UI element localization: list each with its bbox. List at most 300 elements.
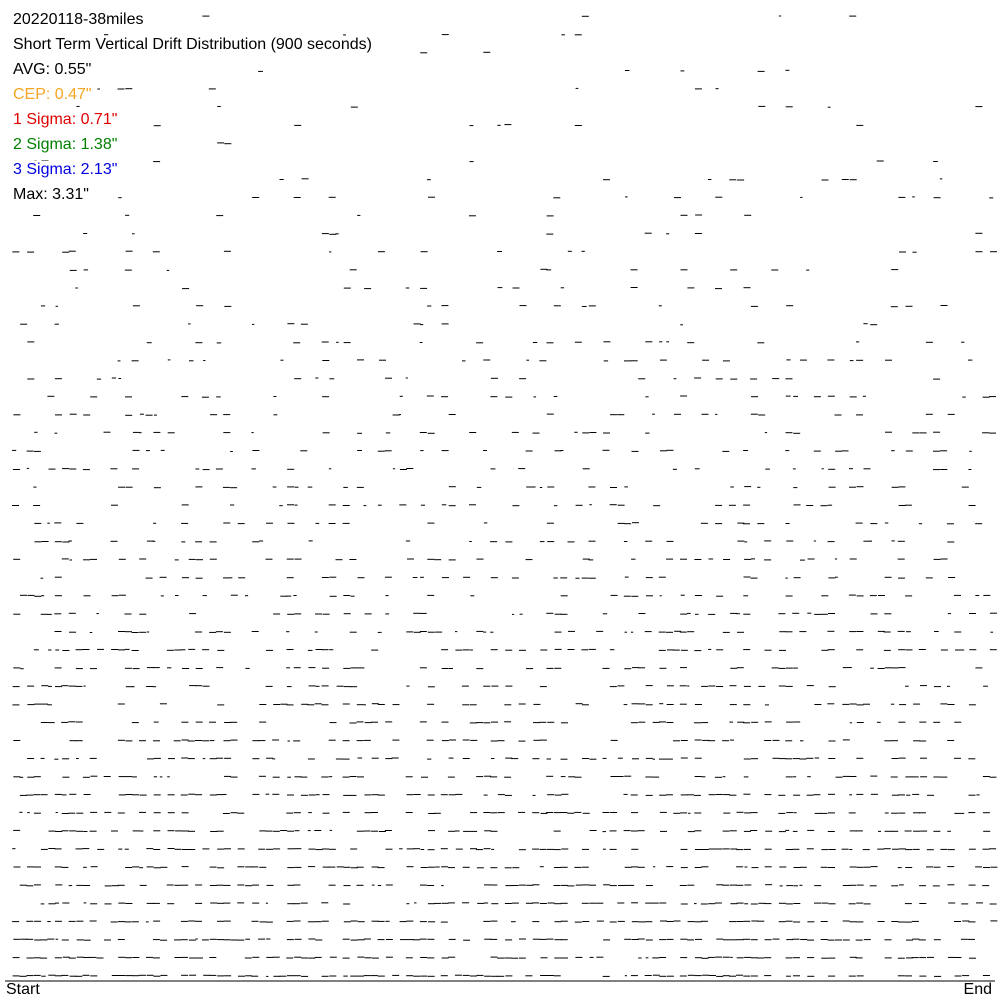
drift-point xyxy=(26,921,33,922)
drift-point xyxy=(905,922,912,923)
drift-point xyxy=(26,795,33,796)
drift-point xyxy=(624,939,631,940)
drift-point xyxy=(561,794,568,795)
drift-point xyxy=(280,596,287,597)
drift-point xyxy=(674,197,681,198)
drift-point xyxy=(757,342,764,343)
drift-point xyxy=(146,848,153,849)
drift-point xyxy=(308,667,315,668)
drift-point xyxy=(83,469,90,470)
drift-point xyxy=(540,866,544,867)
drift-point xyxy=(582,849,589,850)
drift-point xyxy=(778,613,785,614)
drift-point xyxy=(202,848,209,849)
chart-subtitle: Short Term Vertical Drift Distribution (900 seconds) xyxy=(13,36,372,53)
drift-point xyxy=(20,777,24,778)
drift-point xyxy=(364,704,366,705)
drift-point xyxy=(990,613,997,614)
drift-point xyxy=(751,758,758,759)
drift-point xyxy=(266,831,273,832)
drift-point xyxy=(350,849,357,850)
drift-point xyxy=(574,812,581,813)
drift-point xyxy=(414,902,416,903)
drift-point xyxy=(729,921,736,922)
drift-point xyxy=(926,577,933,578)
drift-point xyxy=(933,777,940,778)
drift-point xyxy=(55,794,62,795)
drift-point xyxy=(286,958,293,959)
drift-point xyxy=(365,613,372,614)
drift-point xyxy=(638,958,641,959)
drift-point xyxy=(912,432,919,433)
drift-point xyxy=(701,921,708,922)
drift-point xyxy=(961,939,968,940)
drift-point xyxy=(84,269,89,270)
drift-point xyxy=(231,940,238,941)
drift-point xyxy=(210,939,217,940)
drift-point xyxy=(287,903,294,904)
drift-point xyxy=(203,758,206,759)
drift-point xyxy=(757,523,764,524)
drift-point xyxy=(554,903,561,904)
drift-point xyxy=(807,830,814,831)
drift-point xyxy=(913,704,920,705)
drift-point xyxy=(948,849,955,850)
drift-point xyxy=(76,106,79,107)
drift-point xyxy=(926,414,933,415)
drift-point xyxy=(765,831,772,832)
drift-point xyxy=(989,197,993,198)
drift-point xyxy=(420,342,423,343)
drift-point xyxy=(849,667,852,668)
drift-point xyxy=(210,795,217,796)
drift-point xyxy=(794,504,801,505)
drift-point xyxy=(175,849,182,850)
drift-point xyxy=(48,975,55,976)
drift-point xyxy=(118,939,125,940)
drift-point xyxy=(667,450,674,451)
drift-point xyxy=(561,903,568,904)
drift-point xyxy=(947,884,954,885)
drift-point xyxy=(899,884,904,885)
drift-point xyxy=(744,215,751,216)
drift-point xyxy=(295,830,300,831)
drift-point xyxy=(125,776,132,777)
drift-point xyxy=(554,958,561,959)
drift-point xyxy=(962,487,969,488)
stat-max: Max: 3.31" xyxy=(13,186,89,203)
drift-point xyxy=(55,414,62,415)
drift-point xyxy=(504,721,511,722)
drift-point xyxy=(364,939,371,940)
drift-point xyxy=(695,975,702,976)
drift-point xyxy=(885,939,892,940)
drift-point xyxy=(891,740,898,741)
drift-point xyxy=(357,704,364,705)
drift-point xyxy=(476,722,483,723)
drift-point xyxy=(758,71,765,72)
drift-point xyxy=(69,921,76,922)
drift-point xyxy=(666,866,673,867)
drift-point xyxy=(139,614,146,615)
drift-point xyxy=(856,631,863,632)
drift-point xyxy=(990,920,997,921)
drift-point xyxy=(237,940,244,941)
drift-point xyxy=(856,830,863,831)
drift-point xyxy=(181,649,186,650)
drift-point xyxy=(111,541,118,542)
drift-point xyxy=(27,758,34,759)
drift-point xyxy=(660,831,667,832)
drift-point xyxy=(189,613,196,614)
drift-point xyxy=(48,686,52,687)
drift-point xyxy=(175,595,179,596)
drift-point xyxy=(441,305,448,306)
drift-point xyxy=(125,903,132,904)
drift-point xyxy=(223,813,230,814)
drift-point xyxy=(407,559,414,560)
drift-point xyxy=(90,903,97,904)
drift-point xyxy=(146,686,153,687)
drift-point xyxy=(526,903,533,904)
drift-point xyxy=(56,812,58,813)
drift-point xyxy=(554,305,561,306)
drift-point xyxy=(933,451,940,452)
drift-point xyxy=(737,903,744,904)
drift-point xyxy=(575,957,582,958)
drift-point xyxy=(448,957,455,958)
drift-point xyxy=(955,650,962,651)
drift-point xyxy=(392,975,399,976)
drift-point xyxy=(828,577,835,578)
drift-point xyxy=(12,921,19,922)
drift-point xyxy=(202,16,209,17)
drift-point xyxy=(62,650,69,651)
drift-point xyxy=(238,523,245,524)
drift-point xyxy=(280,704,287,705)
drift-point xyxy=(673,813,680,814)
stat-cep: CEP: 0.47" xyxy=(13,86,92,103)
drift-point xyxy=(385,830,392,831)
drift-point xyxy=(161,450,165,451)
drift-point xyxy=(582,578,589,579)
drift-point xyxy=(279,505,282,506)
drift-point xyxy=(990,867,997,868)
drift-point xyxy=(646,795,653,796)
drift-point xyxy=(505,650,512,651)
drift-point xyxy=(322,577,329,578)
drift-point xyxy=(231,777,238,778)
drift-point xyxy=(196,722,203,723)
drift-point xyxy=(386,849,393,850)
drift-point xyxy=(638,722,645,723)
drift-point xyxy=(722,451,729,452)
drift-point xyxy=(13,830,20,831)
drift-point xyxy=(912,957,919,958)
drift-point xyxy=(448,867,455,868)
drift-point xyxy=(462,360,466,361)
drift-point xyxy=(519,885,526,886)
drift-point xyxy=(364,740,371,741)
drift-point xyxy=(680,976,687,977)
drift-point xyxy=(892,540,895,541)
drift-point xyxy=(870,595,877,596)
drift-point xyxy=(786,957,793,958)
drift-point xyxy=(126,794,133,795)
drift-point xyxy=(217,939,224,940)
drift-point xyxy=(674,921,681,922)
drift-point xyxy=(54,522,61,523)
drift-point xyxy=(828,794,835,795)
drift-point xyxy=(477,975,484,976)
drift-point xyxy=(491,649,498,650)
drift-point xyxy=(828,940,835,941)
drift-point xyxy=(223,487,230,488)
drift-point xyxy=(666,632,673,633)
drift-point xyxy=(681,758,688,759)
drift-point xyxy=(428,632,435,633)
drift-point xyxy=(547,342,554,343)
drift-point xyxy=(407,939,414,940)
drift-point xyxy=(892,487,899,488)
drift-point xyxy=(912,794,919,795)
drift-point xyxy=(708,740,715,741)
drift-point xyxy=(182,577,189,578)
drift-point xyxy=(891,921,898,922)
drift-point xyxy=(730,740,734,741)
drift-point xyxy=(681,650,688,651)
drift-point xyxy=(660,812,667,813)
drift-point xyxy=(223,432,230,433)
drift-point xyxy=(315,378,318,379)
drift-point xyxy=(118,903,125,904)
drift-point xyxy=(667,704,674,705)
drift-point xyxy=(230,487,237,488)
drift-point xyxy=(829,686,836,687)
drift-point xyxy=(554,505,557,506)
drift-point xyxy=(112,378,116,379)
drift-point xyxy=(55,541,62,542)
drift-point xyxy=(20,668,24,669)
drift-point xyxy=(266,686,273,687)
drift-point xyxy=(849,903,856,904)
drift-point xyxy=(273,396,276,397)
drift-point xyxy=(153,903,160,904)
drift-point xyxy=(41,578,44,579)
drift-point xyxy=(968,469,971,470)
drift-point xyxy=(555,632,562,633)
drift-point xyxy=(343,795,350,796)
drift-point xyxy=(224,740,231,741)
drift-point xyxy=(125,215,129,216)
drift-point xyxy=(392,740,399,741)
drift-point xyxy=(195,921,202,922)
drift-point xyxy=(878,668,885,669)
drift-point xyxy=(139,432,141,433)
drift-point xyxy=(223,414,230,415)
drift-point xyxy=(62,252,69,253)
drift-point xyxy=(104,812,111,813)
drift-point xyxy=(617,903,624,904)
drift-point xyxy=(343,759,350,760)
drift-point xyxy=(659,668,666,669)
drift-point xyxy=(483,921,490,922)
drift-point xyxy=(582,867,589,868)
drift-point xyxy=(294,957,301,958)
drift-point xyxy=(217,849,224,850)
drift-point xyxy=(785,70,789,71)
drift-point xyxy=(702,849,709,850)
drift-point xyxy=(765,849,772,850)
drift-point xyxy=(645,341,652,342)
drift-point xyxy=(560,450,563,451)
drift-point xyxy=(181,939,188,940)
drift-point xyxy=(294,812,301,813)
drift-point xyxy=(843,776,850,777)
drift-point xyxy=(266,903,268,904)
drift-point xyxy=(490,776,497,777)
drift-point xyxy=(947,740,954,741)
drift-point xyxy=(920,776,927,777)
drift-point xyxy=(660,450,667,451)
drift-point xyxy=(786,885,793,886)
drift-point xyxy=(807,613,811,614)
drift-point xyxy=(764,957,771,958)
drift-point xyxy=(567,885,574,886)
drift-point xyxy=(259,541,263,542)
drift-point xyxy=(968,360,972,361)
drift-point xyxy=(372,958,379,959)
drift-point xyxy=(118,89,125,90)
drift-point xyxy=(252,957,259,958)
drift-point xyxy=(301,704,308,705)
drift-point xyxy=(786,776,793,777)
drift-point xyxy=(975,106,982,107)
drift-point xyxy=(885,577,892,578)
drift-point xyxy=(125,668,132,669)
drift-point xyxy=(231,740,238,741)
drift-point xyxy=(785,740,792,741)
drift-point xyxy=(357,776,364,777)
drift-point xyxy=(590,830,597,831)
drift-point xyxy=(983,686,988,687)
drift-point xyxy=(55,577,62,578)
drift-point xyxy=(773,758,780,759)
drift-point xyxy=(982,885,989,886)
drift-point xyxy=(153,432,160,433)
drift-point xyxy=(188,649,195,650)
drift-point xyxy=(118,378,121,379)
drift-point xyxy=(316,649,323,650)
drift-point xyxy=(800,197,802,198)
drift-point xyxy=(147,342,152,343)
drift-point xyxy=(224,975,231,976)
drift-point xyxy=(343,976,348,977)
drift-point xyxy=(427,704,434,705)
drift-point xyxy=(701,523,708,524)
drift-point xyxy=(666,794,673,795)
drift-point xyxy=(498,287,503,288)
drift-point xyxy=(153,251,160,252)
drift-point xyxy=(919,523,922,524)
drift-point xyxy=(209,88,216,89)
drift-point xyxy=(540,975,547,976)
drift-point xyxy=(575,342,582,343)
drift-point xyxy=(850,704,857,705)
drift-point xyxy=(512,867,519,868)
drift-point xyxy=(252,903,259,904)
drift-point xyxy=(547,849,554,850)
drift-point xyxy=(441,848,448,849)
drift-point xyxy=(618,523,625,524)
drift-point xyxy=(743,976,750,977)
drift-point xyxy=(610,414,617,415)
drift-point xyxy=(723,360,730,361)
drift-point xyxy=(343,958,350,959)
drift-point xyxy=(181,396,188,397)
drift-point xyxy=(259,704,266,705)
drift-point xyxy=(786,378,793,379)
drift-point xyxy=(133,830,140,831)
drift-point xyxy=(147,866,154,867)
drift-point xyxy=(210,758,217,759)
drift-point xyxy=(161,595,164,596)
drift-point xyxy=(899,848,906,849)
drift-point xyxy=(680,324,683,325)
drift-point xyxy=(160,940,167,941)
drift-point xyxy=(139,975,146,976)
drift-point xyxy=(224,939,231,940)
drift-point xyxy=(857,885,864,886)
drift-point xyxy=(118,487,125,488)
drift-point xyxy=(195,541,202,542)
drift-point xyxy=(751,578,758,579)
drift-point xyxy=(55,831,62,832)
drift-point xyxy=(427,306,431,307)
drift-point xyxy=(701,686,708,687)
drift-point xyxy=(905,903,912,904)
drift-point xyxy=(238,976,245,977)
drift-point xyxy=(266,758,273,759)
drift-point xyxy=(715,197,722,198)
drift-point xyxy=(258,939,265,940)
drift-point xyxy=(442,450,449,451)
drift-point xyxy=(793,776,796,777)
drift-point xyxy=(34,596,41,597)
drift-point xyxy=(681,904,688,905)
drift-point xyxy=(343,904,350,905)
drift-point xyxy=(631,596,638,597)
drift-point xyxy=(715,849,722,850)
drift-point xyxy=(512,614,514,615)
drift-point xyxy=(76,523,83,524)
drift-point xyxy=(126,975,133,976)
drift-point xyxy=(196,668,203,669)
drift-point xyxy=(132,794,139,795)
drift-point xyxy=(153,541,156,542)
drift-point xyxy=(821,939,828,940)
drift-point xyxy=(764,975,771,976)
drift-point xyxy=(216,794,223,795)
drift-point xyxy=(125,921,132,922)
drift-point xyxy=(490,885,497,886)
drift-point xyxy=(744,957,751,958)
drift-point xyxy=(357,831,364,832)
drift-point xyxy=(603,812,610,813)
drift-point xyxy=(13,939,20,940)
drift-point xyxy=(631,559,635,560)
drift-point xyxy=(202,649,209,650)
